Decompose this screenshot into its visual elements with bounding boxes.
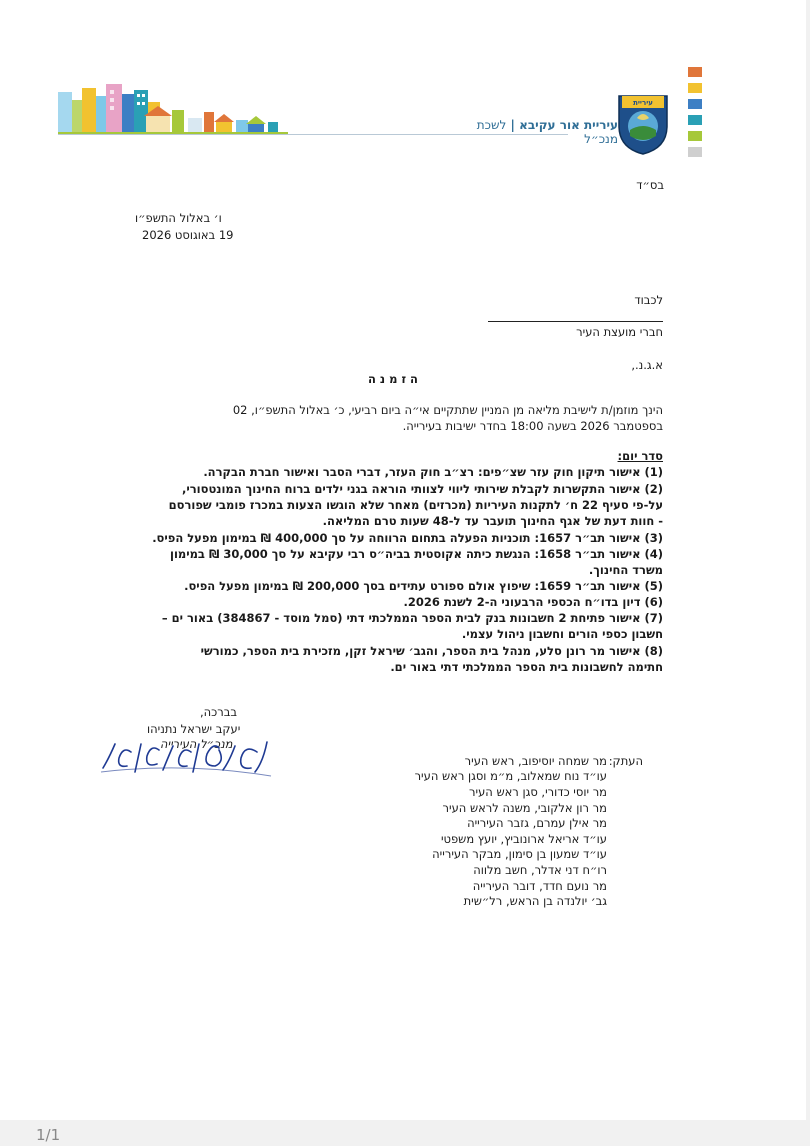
page-counter: 1/1 (36, 1126, 61, 1144)
handwritten-signature (95, 732, 275, 782)
city-skyline-logo (58, 82, 298, 136)
org-name: עיריית אור עקיבא (519, 118, 618, 132)
header-rule (58, 134, 568, 135)
greeting: א.ג.נ., (631, 358, 663, 372)
cc-item: עו״ד שמעון בן סימון, מבקר העירייה (432, 847, 607, 861)
organization-line (440, 118, 618, 146)
color-swatch-yellow (688, 83, 702, 93)
agenda-line: (1) אישור תיקון חוק עזר שצ״פים: רצ״ב חוק העזר, דברי הסבר ואישור חברת הבקרה. (203, 465, 663, 479)
org-separator: | (510, 118, 515, 132)
date-hebrew: ו׳ באלול התשפ״ו (135, 211, 222, 225)
intro-line-1: הינך מוזמן/ת לישיבת מליאה מן המניין שתתקיים אי״ה ביום רביעי, כ׳ באלול התשפ״ו, 02 (232, 403, 663, 417)
org-department: לשכת מנכ״ל (476, 118, 618, 146)
date-gregorian: 19 באוגוסט 2026 (142, 228, 234, 242)
cc-item: מר רון אלקובי, משנה לראש העיר (442, 801, 607, 815)
cc-item: מר נועם חדד, דובר העירייה (472, 879, 607, 893)
intro-line-2: בספטמבר 2026 בשעה 18:00 בחדר ישיבות בעירייה. (402, 419, 663, 433)
agenda-line: (2) אישור התקשרות לקבלת שירותי ליווי לצוותי הוראה בגני ילדים ברוח החינוך המונטסורי, (182, 482, 663, 496)
bsd-mark: בס״ד (636, 178, 664, 192)
cc-label: העתק: (608, 754, 643, 768)
color-swatch-orange (688, 67, 702, 77)
cc-item: מר יוסי כדורי, סגן ראש העיר (469, 785, 607, 799)
color-swatch-blue (688, 99, 702, 109)
to-label: לכבוד (634, 293, 663, 307)
agenda-line: חתימה לחשבונות בית הספר הממלכתי דתי באור ים. (390, 660, 663, 674)
cc-item: עו״ד נוח שמאלוב, מ״מ וסגן ראש העיר (414, 769, 607, 783)
agenda-line: (5) אישור תב״ר 1659: שיפוץ אולם ספורט עתידים בסך 200,000 ₪ במימון מפעל הפיס. (184, 579, 663, 593)
agenda-line: - חוות דעת של אגף החינוך תועבר עד ל-48 שעות טרם המליאה. (322, 514, 663, 528)
brand-color-bar (688, 67, 702, 163)
emblem-label: עיריית (633, 99, 653, 107)
agenda-line: חשבון כספי הורים וחשבון ניהול עצמי. (461, 627, 663, 641)
recipient-underline (488, 321, 663, 322)
closing: בברכה, (200, 705, 238, 719)
agenda-line: (7) אישור פתיחת 2 חשבונות בנק לבית הספר הממלכתי דתי (סמל מוסד - 384867) באור ים – (161, 611, 663, 625)
color-swatch-gray (688, 147, 702, 157)
agenda-line: משרד החינוך. (588, 563, 663, 577)
agenda-title: סדר יום: (617, 449, 663, 463)
agenda-line: על-פי סעיף 22 ח׳ לתקנות העיריות (מכרזים) מאחר שלא הוגשו הצעות במכרז פומבי שפורסם (168, 498, 663, 512)
cc-item: מר שמחה יוסיפוב, ראש העיר (464, 754, 607, 768)
cc-item: עו״ד אריאל ארונוביץ, יועץ משפטי (440, 832, 607, 846)
to-recipient: חברי מועצת העיר (576, 325, 663, 339)
letter-title: ה ז מ נ ה (368, 372, 418, 386)
cc-item: רו״ח דני אדלר, חשב מלווה (473, 863, 607, 877)
municipal-emblem-logo (613, 88, 673, 156)
agenda-line: (3) אישור תב״ר 1657: תוכניות הפעלה בתחום הרווחה על סך 400,000 ₪ במימון מפעל הפיס. (152, 531, 663, 545)
signer-title: מנכ״ל העירייה (160, 737, 233, 751)
agenda-line: (6) דיון בדו״ח הכספי הרבעוני ה-2 לשנת 2026. (403, 595, 663, 609)
agenda-line: (8) אישור מר רונן סלע, מנהל בית הספר, והגב׳ שיראל זקן, מזכירת בית הספר, כמורשי (200, 644, 663, 658)
signer-name: יעקב ישראל נתניהו (147, 722, 241, 736)
agenda-line: (4) אישור תב״ר 1658: הנגשת כיתה אקוסטית בביה״ס רבי עקיבא על סך 30,000 ₪ במימון (170, 547, 663, 561)
color-swatch-green (688, 131, 702, 141)
color-swatch-teal (688, 115, 702, 125)
cc-item: גב׳ יולנדה בן הראש, רל״שית (463, 894, 607, 908)
cc-item: מר אילן עמרם, גזבר העירייה (467, 816, 607, 830)
